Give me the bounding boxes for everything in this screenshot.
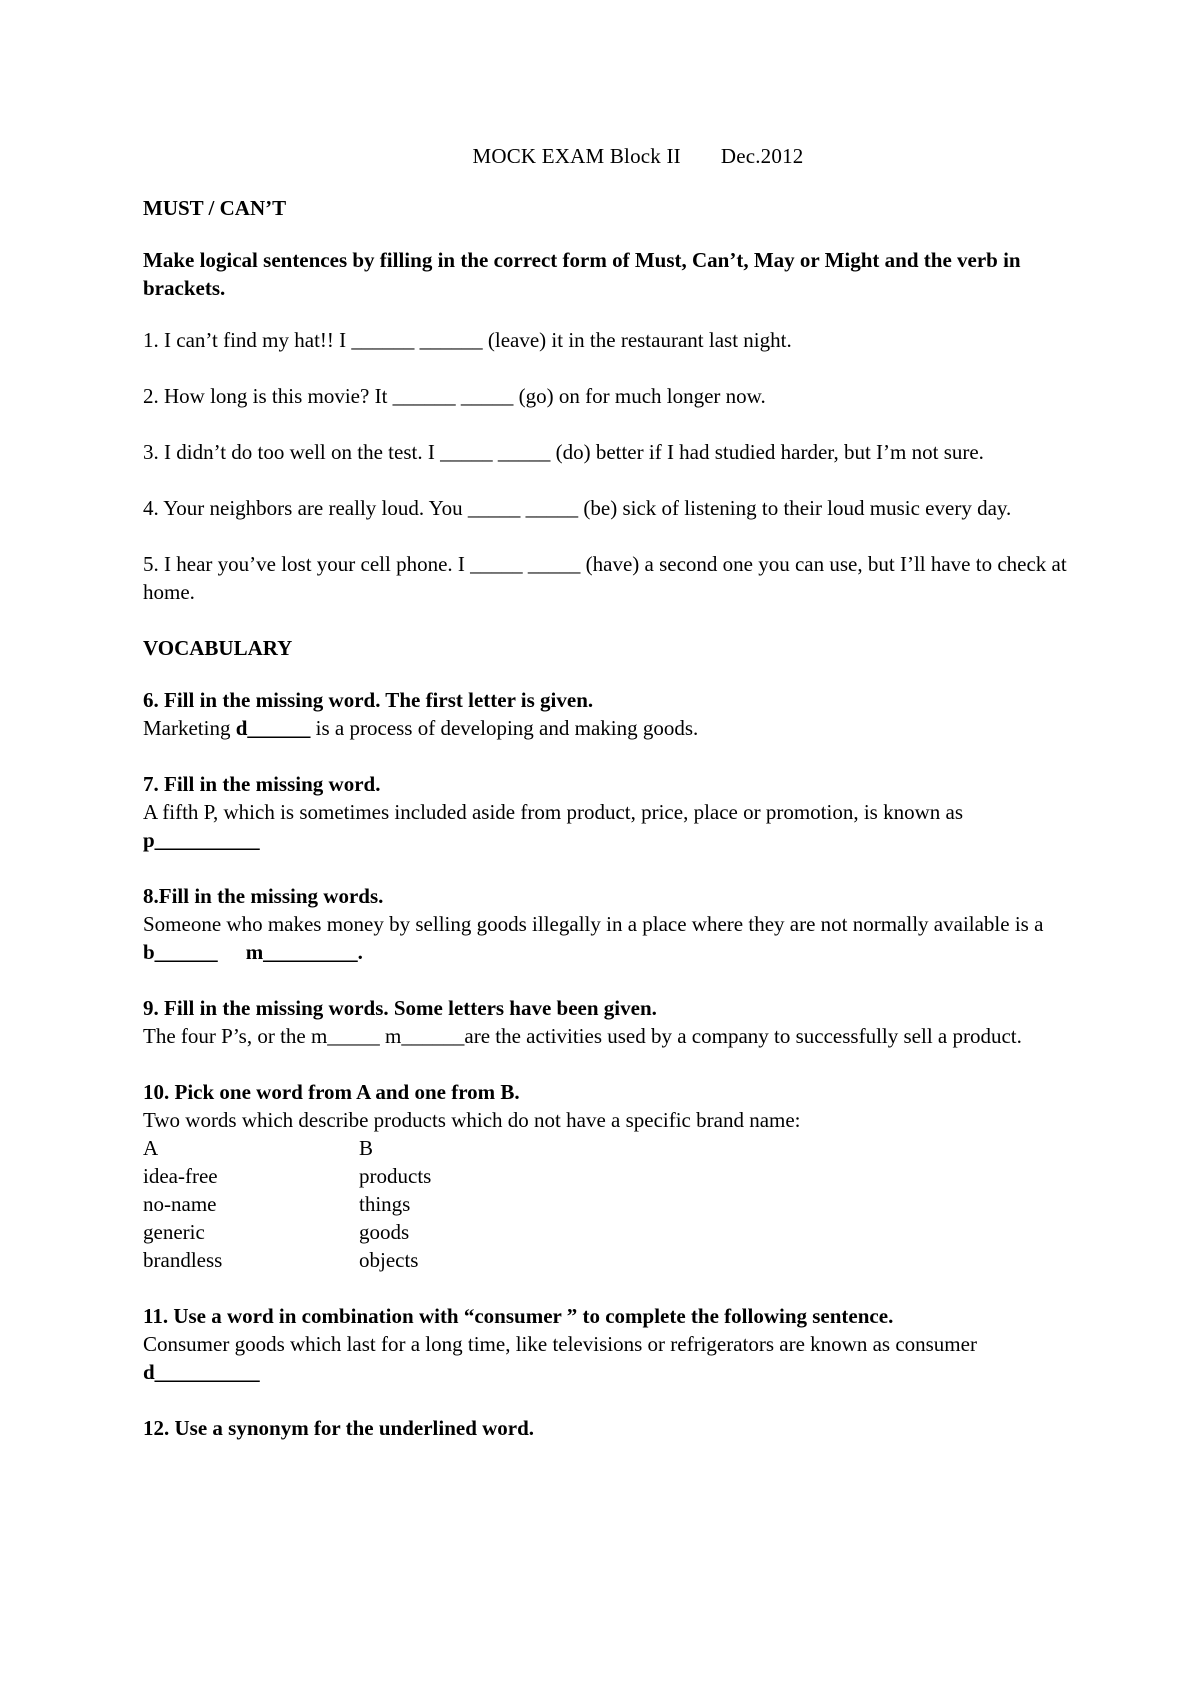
question-11-text: Consumer goods which last for a long time, like televisions or refrigerators are known as consumer d__________ [143,1332,977,1384]
question-8 [143,882,1073,966]
question-9-prompt: 9. Fill in the missing words. Some letters have been given. [143,996,657,1020]
question-1: 1. I can’t find my hat!! I ______ ______ (leave) it in the restaurant last night. [143,328,792,352]
table-row: generic goods [143,1220,410,1244]
section-heading-vocabulary: VOCABULARY [143,636,293,660]
word-choice-table [143,1134,1073,1274]
question-6-blank: d______ [235,716,311,740]
question-10 [143,1078,1073,1274]
question-8-text: Someone who makes money by selling goods illegally in a place where they are not normally available is a b______ m_________. [143,912,1044,964]
question-9-text: The four P’s, or the m_____ m______are the activities used by a company to successfully sell a product. [143,1024,1022,1048]
question-9 [143,994,1073,1050]
question-7-prompt: 7. Fill in the missing word. [143,772,381,796]
table-row: idea-free products [143,1164,432,1188]
question-8-blank-2: m_________. [245,940,363,964]
question-7 [143,770,1073,854]
question-11 [143,1302,1073,1386]
question-11-prompt: 11. Use a word in combination with “consumer ” to complete the following sentence. [143,1304,894,1328]
question-12 [143,1414,1073,1442]
question-11-blank: d__________ [143,1360,260,1384]
question-8-prompt: 8.Fill in the missing words. [143,884,384,908]
table-header-row [143,1134,1073,1162]
exam-title: MOCK EXAM Block II [472,144,681,168]
question-6-prompt: 6. Fill in the missing word. The first letter is given. [143,688,594,712]
table-row: brandless objects [143,1248,419,1272]
question-6-text: Marketing d______ is a process of developing and making goods. [143,716,699,740]
question-3: 3. I didn’t do too well on the test. I _____ _____ (do) better if I had studied harder, but I’m not sure. [143,440,984,464]
question-10-text: Two words which describe products which do not have a specific brand name: [143,1108,801,1132]
section-heading-must-cant: MUST / CAN’T [143,196,287,220]
question-12-prompt: 12. Use a synonym for the underlined word. [143,1416,535,1440]
question-7-blank: p__________ [143,828,260,852]
question-2: 2. How long is this movie? It ______ _____ (go) on for much longer now. [143,384,766,408]
column-a-header: A [143,1136,159,1160]
question-10-prompt: 10. Pick one word from A and one from B. [143,1080,520,1104]
question-6 [143,686,1073,742]
question-8-blank-1: b______ [143,940,218,964]
question-7-text: A fifth P, which is sometimes included aside from product, price, place or promotion, is known as p__________ [143,800,964,852]
page-title [143,142,1073,170]
section-instruction: Make logical sentences by filling in the correct form of Must, Can’t, May or Might and the verb in brackets. [143,248,1021,300]
page-content [143,142,1073,1470]
column-b-header: B [359,1136,374,1160]
exam-date: Dec.2012 [720,144,804,168]
question-5: 5. I hear you’ve lost your cell phone. I _____ _____ (have) a second one you can use, but I’ll have to check at home. [143,552,1067,604]
question-4: 4. Your neighbors are really loud. You _____ _____ (be) sick of listening to their loud music every day. [143,496,1012,520]
table-row: no-name things [143,1192,411,1216]
